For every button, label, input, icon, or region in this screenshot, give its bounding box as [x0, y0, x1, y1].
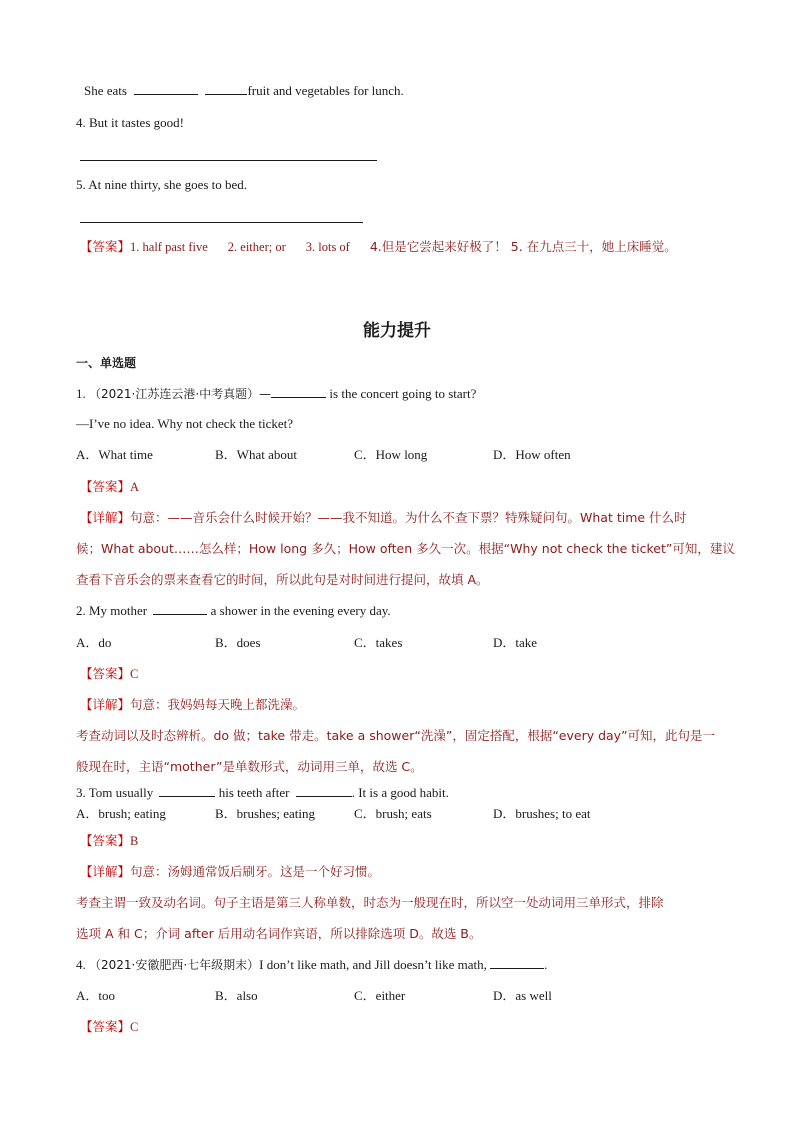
answer-item: 4.但是它尝起来好极了！ [369, 239, 507, 254]
answer-blank [296, 784, 352, 797]
section-title: 能力提升 [363, 321, 431, 341]
detail-text: 句意：汤姆通常饭后刷牙。这是一个好习惯。 [130, 864, 381, 879]
option-d: D．How often [493, 447, 571, 462]
option-b: B．also [215, 988, 258, 1003]
question-3-detail-line [80, 863, 754, 881]
question-text: 3. Tom usually [76, 785, 154, 800]
option-c: C．takes [354, 635, 403, 650]
question-text: a shower in the evening every day. [207, 603, 391, 618]
question-2-answer [80, 665, 754, 683]
question-3-detail-line: 考查主谓一致及动名词。句子主语是第三人称单数，时态为一般现在时，所以空一处动词用三单形式，排除 [76, 895, 664, 910]
option-a: A．too [76, 988, 116, 1003]
question-4-stem [76, 956, 754, 974]
detail-text: 句意：——音乐会什么时候开始？——我不知道。为什么不查下票？特殊疑问句。What time 什么时 [130, 510, 687, 525]
question-text: his teeth after [215, 785, 290, 800]
section-subtitle: 一、单选题 [76, 356, 137, 370]
question-text: . It is a good habit. [351, 785, 449, 800]
option-a: A．do [76, 635, 112, 650]
answer-blank [153, 602, 207, 615]
question-1-answer [80, 478, 754, 496]
exercise-text: She eats [84, 83, 127, 98]
answer-label: 【答案】 [80, 1019, 131, 1034]
answer-value: A [130, 480, 140, 494]
answer-value: B [130, 834, 139, 848]
question-1-detail-line: 候；What about……怎么样；How long 多久；How often 多久一次。根据“Why not check the ticket”可知，建议 [76, 541, 735, 556]
option-d: D．brushes; to eat [493, 806, 591, 821]
answer-line [80, 222, 363, 223]
exercise-text: fruit and vegetables for lunch. [247, 83, 404, 98]
detail-text: 句意：我妈妈每天晚上都洗澡。 [130, 697, 306, 712]
question-3-detail-line: 选项 A 和 C；介词 after 后用动名词作宾语，所以排除选项 D。故选 B。 [76, 926, 482, 941]
question-1-line2: —I’ve no idea. Why not check the ticket? [76, 416, 294, 431]
answer-label: 【答案】 [80, 239, 131, 254]
question-3-options [76, 805, 754, 823]
exercise-line-q4: 4. But it tastes good! [76, 115, 184, 130]
option-c: C．How long [354, 447, 428, 462]
detail-label: 【详解】 [80, 864, 131, 879]
answer-value: C [130, 667, 139, 681]
question-text: I don’t like math, and Jill doesn’t like math, [259, 957, 487, 972]
option-b: B．brushes; eating [215, 806, 316, 821]
detail-label: 【详解】 [80, 697, 131, 712]
detail-label: 【详解】 [80, 510, 131, 525]
option-b: B．does [215, 635, 261, 650]
question-2-options [76, 634, 754, 652]
question-3-stem [76, 784, 754, 802]
question-4-options [76, 987, 754, 1005]
answer-row-top [80, 238, 754, 256]
option-a: A．brush; eating [76, 806, 166, 821]
answer-label: 【答案】 [80, 833, 131, 848]
question-4-answer [80, 1018, 754, 1036]
question-2-stem [76, 602, 754, 620]
question-1-detail-line: 查看下音乐会的票来查看它的时间，所以此句是对时间进行提问，故填 A。 [76, 572, 489, 587]
option-b: B．What about [215, 447, 297, 462]
question-2-detail-line [80, 696, 754, 714]
question-number: 4. [76, 957, 86, 972]
question-source: （2021·安徽肥西·七年级期末） [89, 958, 260, 972]
answer-blank [271, 385, 326, 398]
answer-blank [159, 784, 215, 797]
answer-blank [134, 82, 198, 95]
option-c: C．brush; eats [354, 806, 432, 821]
answer-item: 2. either; or [227, 240, 286, 254]
question-3-answer [80, 832, 754, 850]
question-1-options [76, 446, 754, 464]
question-2-detail-line: 考查动词以及时态辨析。do 做；take 带走。take a shower“洗澡”，固定搭配，根据“every day”可知，此句是一 [76, 728, 716, 743]
question-1-stem [76, 385, 754, 403]
question-text: is the concert going to start? [326, 386, 477, 401]
exercise-line-she-eats [84, 82, 754, 100]
answer-item: 1. half past five [130, 240, 208, 254]
question-number: 1. [76, 386, 86, 401]
answer-label: 【答案】 [80, 479, 131, 494]
answer-line [80, 160, 377, 161]
question-source: （2021·江苏连云港·中考真题）— [89, 387, 272, 401]
question-text: 2. My mother [76, 603, 148, 618]
option-c: C．either [354, 988, 406, 1003]
option-d: D．take [493, 635, 538, 650]
question-2-detail-line: 般现在时，主语“mother”是单数形式，动词用三单，故选 C。 [76, 759, 423, 774]
answer-item: 5. 在九点三十，她上床睡觉。 [510, 239, 677, 254]
answer-label: 【答案】 [80, 666, 131, 681]
question-1-detail-line [80, 509, 754, 527]
answer-blank [490, 956, 544, 969]
option-d: D．as well [493, 988, 552, 1003]
option-a: A．What time [76, 447, 153, 462]
exercise-line-q5: 5. At nine thirty, she goes to bed. [76, 177, 248, 192]
answer-blank [205, 82, 247, 95]
question-text: . [544, 957, 548, 972]
answer-value: C [130, 1020, 139, 1034]
answer-item: 3. lots of [305, 240, 350, 254]
